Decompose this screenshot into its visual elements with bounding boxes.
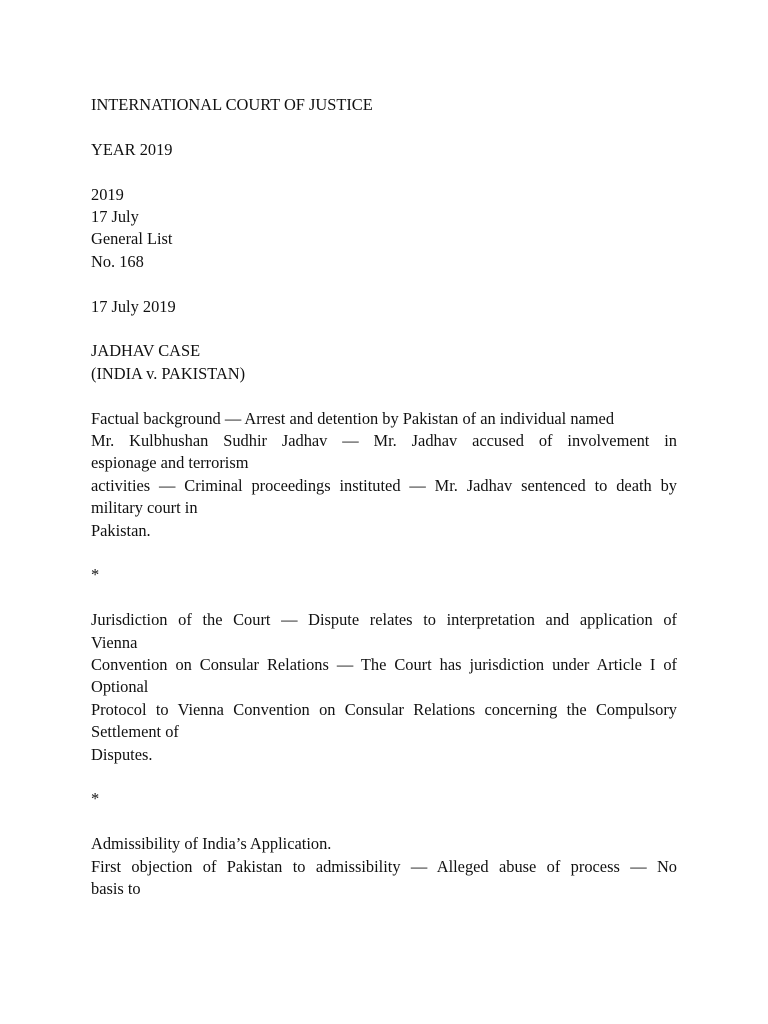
year-block: [91, 139, 677, 161]
jurisdiction-line: Protocol to Vienna Convention on Consular Relations concerning the Compulsory: [91, 699, 677, 719]
factual-background-line: Factual background — Arrest and detention by Pakistan of an individual named: [91, 408, 615, 428]
jurisdiction-line: Settlement of: [91, 722, 179, 742]
factual-background-line: espionage and terrorism: [91, 453, 249, 473]
admissibility-paragraph: [91, 833, 677, 900]
docket-date: 17 July: [91, 207, 139, 226]
jurisdiction-line: Convention on Consular Relations — The Court has jurisdiction under Article I of: [91, 655, 677, 675]
factual-background-line: Pakistan.: [91, 520, 151, 540]
factual-background-line: military court in: [91, 498, 198, 518]
factual-background-line: Mr. Kulbhushan Sudhir Jadhav — Mr. Jadhav accused of involvement in: [91, 431, 677, 451]
document-page: [91, 94, 677, 923]
court-name: INTERNATIONAL COURT OF JUSTICE: [91, 95, 373, 114]
jurisdiction-line: Vienna: [91, 632, 138, 652]
factual-background-line: activities — Criminal proceedings instituted — Mr. Jadhav sentenced to death by: [91, 475, 677, 495]
header-block: [91, 94, 677, 116]
jurisdiction-line: Jurisdiction of the Court — Dispute relates to interpretation and application of: [91, 610, 677, 630]
docket-number: No. 168: [91, 251, 144, 271]
judgment-date: 17 July 2019: [91, 296, 176, 316]
separator-block-2: [91, 788, 677, 810]
judgment-date-block: [91, 296, 677, 318]
jurisdiction-line: Disputes.: [91, 744, 153, 764]
docket-list: General List: [91, 229, 173, 249]
case-title: JADHAV CASE: [91, 341, 201, 361]
separator-block-1: [91, 564, 677, 586]
docket-block: [91, 184, 677, 274]
admissibility-line: First objection of Pakistan to admissibility — Alleged abuse of process — No: [91, 856, 677, 876]
admissibility-heading: Admissibility of India’s Application.: [91, 834, 332, 854]
year-heading: YEAR 2019: [91, 139, 173, 159]
case-title-block: [91, 340, 677, 385]
jurisdiction-paragraph: [91, 609, 677, 766]
section-separator: *: [91, 789, 100, 809]
jurisdiction-line: Optional: [91, 677, 149, 697]
section-separator: *: [91, 565, 100, 585]
factual-background-paragraph: [91, 408, 677, 542]
docket-year: 2019: [91, 184, 124, 204]
admissibility-line: basis to: [91, 879, 141, 899]
case-parties: (INDIA v. PAKISTAN): [91, 363, 246, 383]
